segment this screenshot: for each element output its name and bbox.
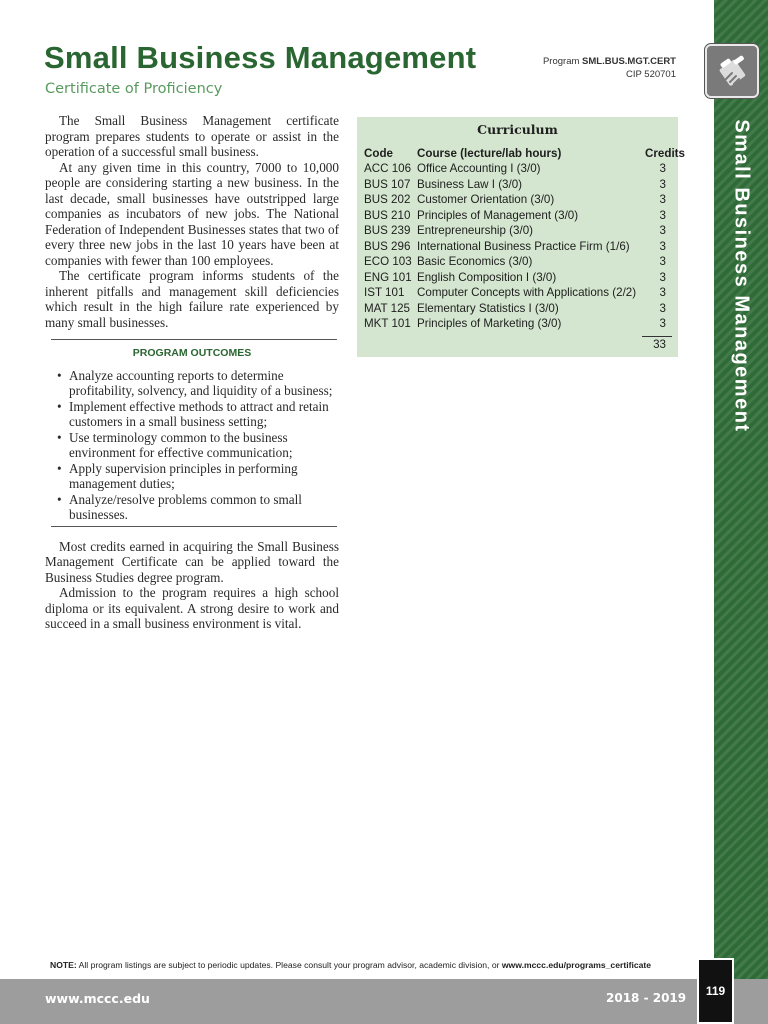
course-row (364, 161, 666, 177)
closing-paragraph: Most credits earned in acquiring the Small Business Management Certificate can be applied toward the Business Studies degree program. (45, 538, 339, 585)
course-row (364, 223, 666, 239)
course-name: Basic Economics (3/0) (417, 255, 533, 268)
header-code: Code (364, 147, 393, 160)
handshake-icon (705, 44, 759, 98)
course-name: Business Law I (3/0) (417, 177, 523, 191)
course-credits: 3 (659, 270, 666, 284)
outcomes-heading: PROGRAM OUTCOMES (132, 347, 252, 359)
course-row (364, 301, 666, 317)
course-code: ACC 106 (364, 162, 412, 175)
side-title: Small Business Management (730, 119, 753, 433)
footer-url[interactable]: www.mccc.edu (45, 991, 150, 1006)
course-code: BUS 210 (364, 208, 411, 222)
total-credits: 33 (653, 338, 666, 351)
footer-year: 2018 - 2019 (606, 991, 687, 1005)
closing-paragraph: Admission to the program requires a high school diploma or its equivalent. A strong desire to work and succeed in a small business environment is vital. (45, 585, 339, 631)
course-row (364, 239, 666, 255)
course-row (364, 254, 666, 270)
course-credits: 3 (659, 255, 666, 268)
course-code: BUS 239 (364, 224, 411, 237)
course-credits: 3 (659, 162, 666, 175)
course-code: MAT 125 (364, 301, 410, 315)
course-row (364, 285, 666, 301)
course-credits: 3 (659, 301, 666, 315)
course-row (364, 192, 666, 208)
program-info (543, 55, 676, 81)
cip-code: CIP 520701 (625, 69, 676, 80)
header-credits: Credits (645, 147, 685, 160)
intro-paragraph: The Small Business Management certificate program prepares students to operate or assist in the operation of a successful small business. (45, 113, 339, 159)
course-row (364, 316, 666, 332)
course-name: Customer Orientation (3/0) (417, 193, 555, 206)
course-name: Principles of Marketing (3/0) (417, 317, 562, 330)
outcome-item: • Analyze/resolve problems common to small businesses. (57, 492, 339, 523)
course-name: Elementary Statistics I (3/0) (417, 301, 559, 315)
course-name: Office Accounting I (3/0) (417, 162, 541, 175)
course-row (364, 208, 666, 224)
curriculum-rows (364, 161, 666, 332)
intro-paragraph: The certificate program informs students of the inherent pitfalls and management skill deficiencies which result in the high failure rate experienced by many small businesses. (45, 268, 339, 330)
program-label: Program (542, 56, 580, 67)
course-credits: 3 (659, 286, 666, 299)
page-title: Small Business Management (44, 40, 477, 75)
page-number: 119 (705, 984, 726, 998)
outcome-item: • Implement effective methods to attract and retain customers in a small business setting; (57, 399, 339, 430)
course-credits: 3 (659, 177, 666, 191)
outcome-item: • Analyze accounting reports to determine profitability, solvency, and liquidity of a business; (57, 368, 339, 399)
course-code: BUS 296 (364, 239, 411, 253)
divider (51, 339, 337, 340)
course-credits: 3 (659, 208, 666, 222)
course-code: MKT 101 (364, 317, 411, 330)
program-code: SML.BUS.MGT.CERT (582, 56, 676, 67)
course-name: Entrepreneurship (3/0) (417, 224, 533, 237)
header-course: Course (lecture/lab hours) (417, 147, 562, 160)
intro-paragraph: At any given time in this country, 7000 to 10,000 people are considering starting a new business. In the last decade, small businesses have outstripped large companies as incubators of new jobs. The National Federation of Independent Businesses states that two of every three new jobs in the last 10 years have been at companies with fewer than 100 employees. (45, 159, 339, 268)
curriculum-title: Curriculum (477, 122, 558, 137)
course-name: English Composition I (3/0) (417, 270, 557, 284)
outcomes-list (45, 368, 339, 523)
outcome-item: • Use terminology common to the business environment for effective communication; (57, 430, 339, 461)
description-column (45, 113, 339, 632)
note-label: NOTE: (50, 960, 77, 970)
curriculum-header-row (364, 146, 685, 162)
course-name: Computer Concepts with Applications (2/2) (417, 286, 637, 299)
course-code: ENG 101 (364, 270, 412, 284)
course-credits: 3 (659, 224, 666, 237)
divider (51, 526, 337, 527)
page-subtitle: Certificate of Proficiency (45, 81, 223, 97)
course-code: BUS 107 (364, 177, 411, 191)
course-credits: 3 (659, 239, 666, 253)
course-name: Principles of Management (3/0) (417, 208, 579, 222)
course-credits: 3 (659, 193, 666, 206)
note-link[interactable]: www.mccc.edu/programs_certificate (501, 960, 652, 970)
course-credits: 3 (659, 317, 666, 330)
total-rule (642, 336, 672, 337)
course-row (364, 177, 666, 193)
course-code: ECO 103 (364, 255, 412, 268)
course-code: IST 101 (364, 286, 405, 299)
outcome-item: • Apply supervision principles in performing management duties; (57, 461, 339, 492)
footer-note (50, 960, 651, 970)
course-name: International Business Practice Firm (1/6) (417, 239, 630, 253)
course-code: BUS 202 (364, 193, 411, 206)
note-text: All program listings are subject to periodic updates. Please consult your program advisor, academic division, or (76, 960, 502, 970)
curriculum-box (357, 117, 685, 357)
course-row (364, 270, 666, 286)
